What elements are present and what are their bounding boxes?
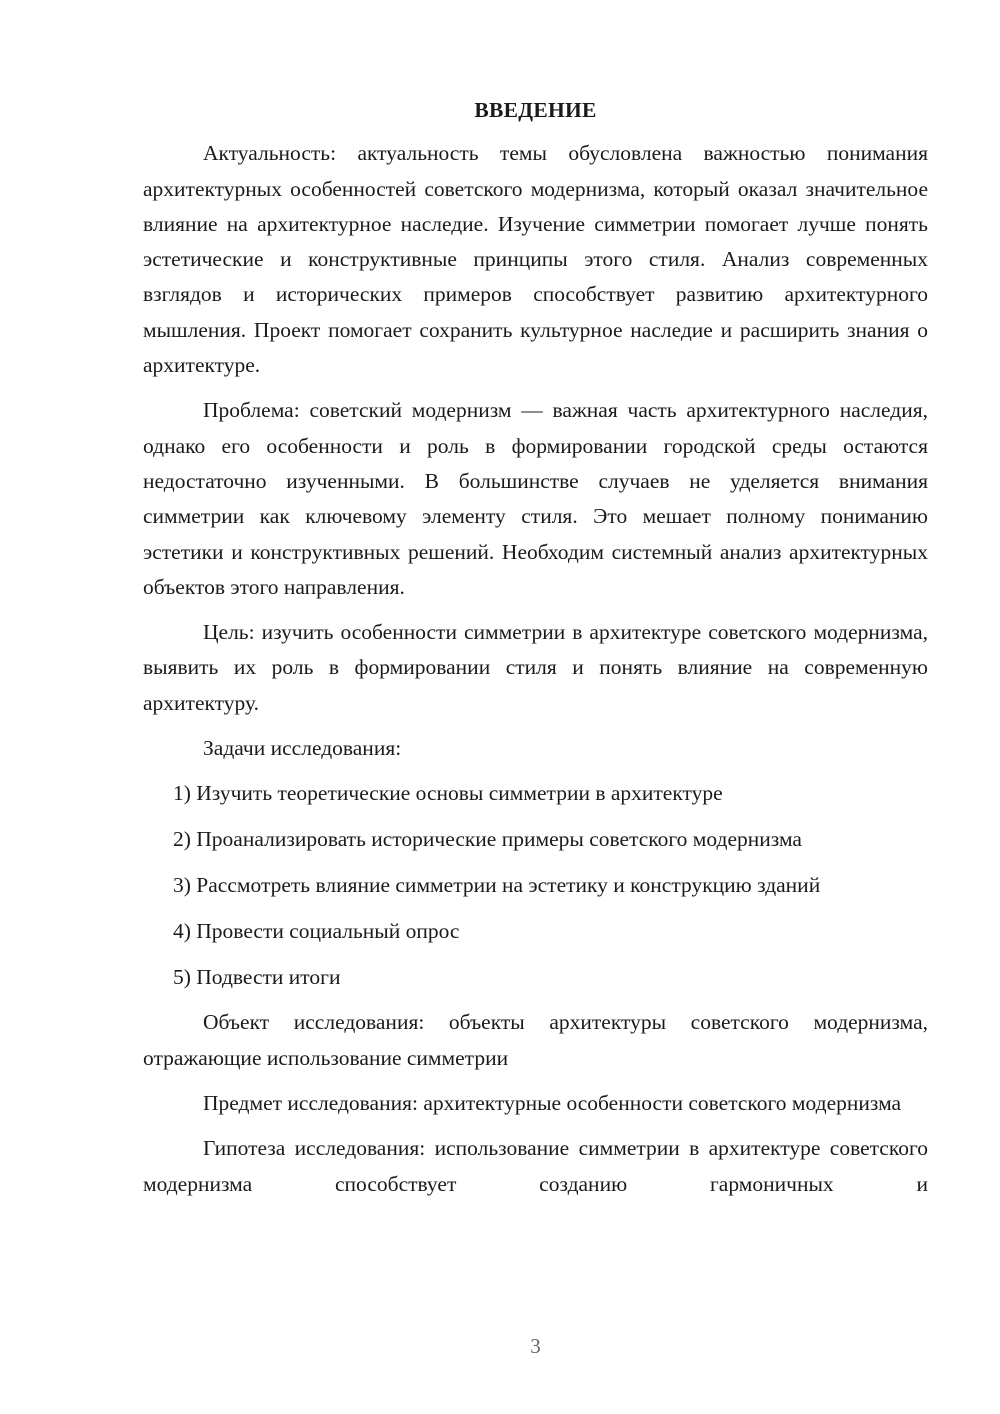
tasks-list	[143, 776, 928, 994]
paragraph-problem: Проблема: советский модернизм — важная часть архитектурного наследия, однако его особенности и роль в формировании городской среды остаются недостаточно изученными. В большинстве случаев не уделяется внимания симметрии как ключевому элементу стиля. Это мешает полному пониманию эстетики и конструктивных решений. Необходим системный анализ архитектурных объектов этого направления.	[143, 398, 928, 599]
task-item: 2) Проанализировать исторические примеры советского модернизма	[173, 827, 802, 852]
paragraph-subject: Предмет исследования: архитектурные особенности советского модернизма	[203, 1090, 902, 1115]
paragraph-goal: Цель: изучить особенности симметрии в архитектуре советского модернизма, выявить их роль в формировании стиля и понять влияние на современную архитектуру.	[143, 620, 928, 715]
paragraph-object: Объект исследования: объекты архитектуры советского модернизма, отражающие использование симметрии	[143, 1010, 928, 1070]
paragraph-relevance: Актуальность: актуальность темы обусловлена важностью понимания архитектурных особенностей советского модернизма, который оказал значительное влияние на архитектурное наследие. Изучение симметрии помогает лучше понять эстетические и конструктивные принципы этого стиля. Анализ современных взглядов и исторических примеров способствует развитию архитектурного мышления. Проект помогает сохранить культурное наследие и расширить знания о архитектуре.	[143, 141, 928, 378]
task-item: 4) Провести социальный опрос	[173, 918, 460, 943]
task-item: 1) Изучить теоретические основы симметрии в архитектуре	[173, 781, 723, 806]
page-content	[143, 93, 928, 1212]
task-item: 3) Рассмотреть влияние симметрии на эстетику и конструкцию зданий	[173, 872, 821, 897]
page-number: 3	[530, 1334, 541, 1358]
section-title: ВВЕДЕНИЕ	[474, 98, 597, 122]
paragraph-hypothesis: Гипотеза исследования: использование симметрии в архитектуре советского модернизма способствует созданию гармоничных и	[143, 1136, 928, 1196]
task-item: 5) Подвести итоги	[173, 964, 341, 989]
tasks-heading: Задачи исследования:	[203, 736, 402, 761]
